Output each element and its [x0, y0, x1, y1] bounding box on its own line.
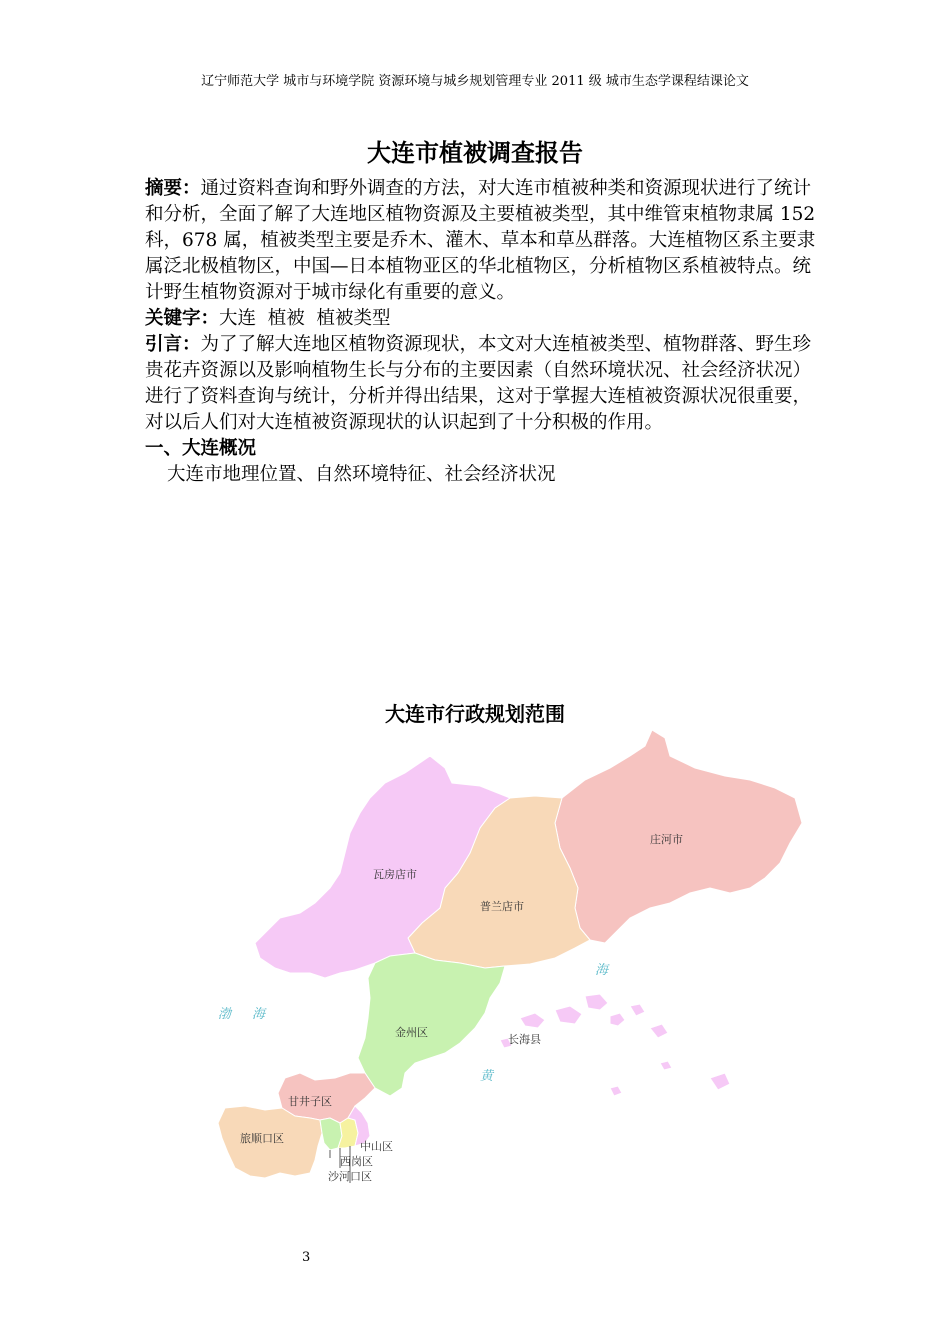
label-zhongshan: 中山区 [360, 1140, 393, 1153]
sea-label-bo: 渤 [218, 1007, 232, 1022]
sea-label-bohai-hai: 海 [252, 1007, 266, 1022]
abstract-paragraph [145, 176, 825, 306]
label-ganjingzi: 甘井子区 [288, 1095, 332, 1108]
page-number: 3 [302, 1250, 311, 1265]
label-jinzhou: 金州区 [395, 1026, 428, 1039]
intro-paragraph [145, 332, 825, 436]
label-zhuanghe: 庄河市 [650, 833, 683, 846]
intro-text: 为了了解大连地区植物资源现状，本文对大连植被类型、植物群落、野生珍贵花卉资源以及影响植物生长与分布的主要因素（自然环境状况、社会经济状况）进行了资料查询与统计，分析并得出结果，这对于掌握大连植被资源状况很重要，对以后人们对大连植被资源现状的认识起到了十分积极的作用。 [145, 334, 812, 433]
intro-label: 引言： [145, 334, 201, 355]
map-svg [190, 728, 802, 1188]
page-header: 辽宁师范大学 城市与环境学院 资源环境与城乡规划管理专业 2011 级 城市生态学课程结课论文 [201, 74, 749, 89]
map-title: 大连市行政规划范围 [385, 702, 565, 726]
label-shahekou: 沙河口区 [328, 1170, 372, 1183]
label-lvshunkou: 旅顺口区 [240, 1132, 284, 1145]
label-wafangdian: 瓦房店市 [373, 868, 417, 881]
keywords-paragraph [145, 306, 825, 332]
abstract-label: 摘要： [145, 178, 201, 199]
dalian-district-map [190, 728, 802, 1188]
label-changhai: 长海县 [508, 1033, 541, 1046]
keywords-label: 关键字： [145, 308, 220, 329]
abstract-text: 通过资料查询和野外调查的方法，对大连市植被种类和资源现状进行了统计和分析，全面了解了大连地区植物资源及主要植被类型，其中维管束植物隶属 152 科，678 属，植被类型主要是乔木、灌木、草本和草丛群落。大连植物区系主要隶属泛北极植物区，中国—日本植物亚区的华北植物区，分析植物区系植被特点。统计野生植物资源对于城市绿化有重要的意义。 [145, 178, 816, 303]
label-xigang: 西岗区 [340, 1155, 373, 1168]
keywords-text: 大连 植被 植被类型 [219, 308, 391, 329]
sea-label-huang: 黄 [480, 1069, 494, 1084]
sea-label-hai: 海 [595, 963, 609, 978]
section-subtext: 大连市地理位置、自然环境特征、社会经济状况 [167, 464, 556, 485]
document-title: 大连市植被调查报告 [367, 139, 583, 167]
document-body [145, 176, 825, 488]
section-heading: 一、大连概况 [145, 438, 257, 459]
label-pulandian: 普兰店市 [480, 900, 524, 913]
